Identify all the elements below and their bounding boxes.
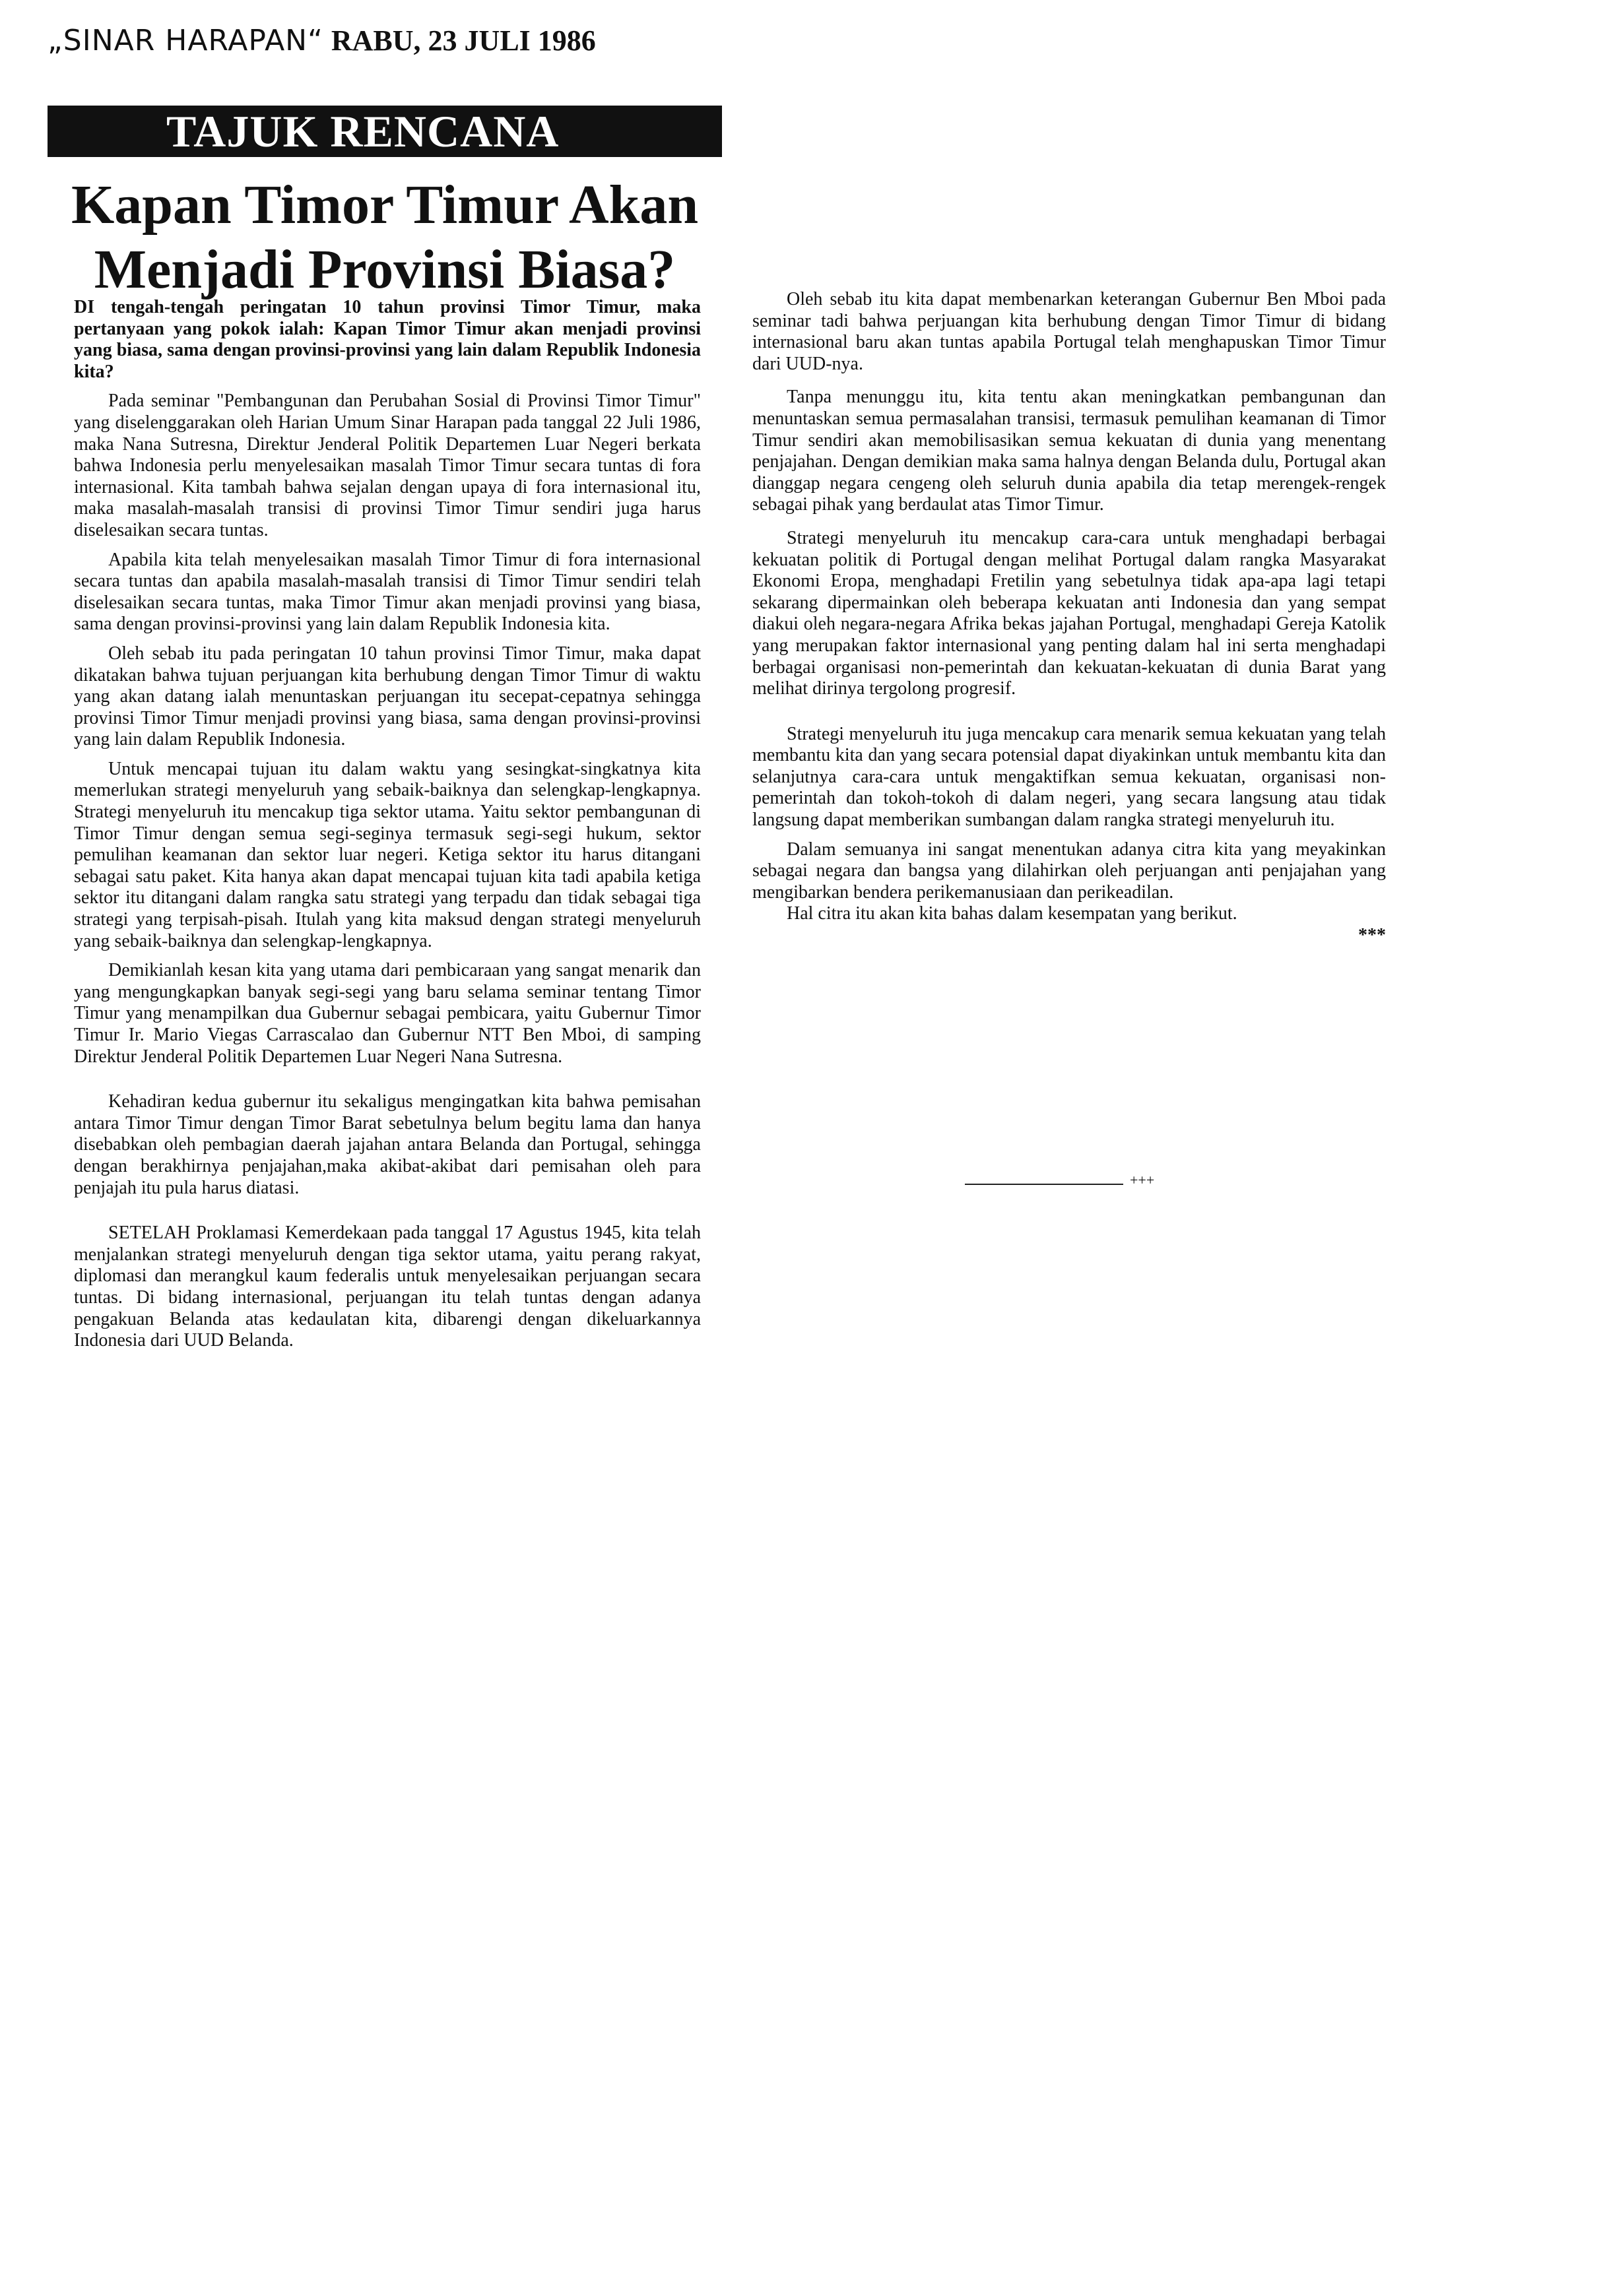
- paragraph: DI tengah-tengah peringatan 10 tahun provinsi Timor Timur, maka pertanyaan yang pokok ialah: Kapan Timor Timur akan menjadi provinsi yang biasa, sama dengan provinsi-provinsi yang lain dalam Republik Indonesia kita?: [74, 297, 701, 382]
- paragraph: Oleh sebab itu pada peringatan 10 tahun provinsi Timor Timur, maka dapat dikatakan bahwa tujuan perjuangan kita berhubung dengan Timor Timur di waktu yang akan datang ialah menuntaskan perjuangan itu secepat-cepatnya sehingga provinsi Timor Timur menjadi provinsi yang biasa, sama dengan provinsi-provinsi yang lain dalam Republik Indonesia.: [74, 643, 701, 750]
- masthead: [48, 24, 596, 57]
- paragraph: Strategi menyeluruh itu mencakup cara-cara untuk menghadapi berbagai kekuatan politik di Portugal dengan melihat Portugal dalam rangka Masyarakat Ekonomi Eropa, menghadapi Fretilin yang sebetulnya tidak apa-apa lagi tetapi sekarang dipermainkan oleh beberapa kekuatan anti Indonesia dan yang sempat diakui oleh negara-negara Afrika bekas jajahan Portugal, menghadapi Gereja Katolik yang merupakan faktor internasional yang penting dalam hal ini serta menghadapi berbagai organisasi non-pemerintah dan kekuatan-kekuatan di dunia Barat yang melihat dirinya tergolong progresif.: [752, 527, 1386, 699]
- paragraph: Hal citra itu akan kita bahas dalam kesempatan yang berikut.: [787, 903, 1237, 924]
- paragraph: Strategi menyeluruh itu juga mencakup cara menarik semua kekuatan yang telah membantu kita dan yang secara potensial dapat diyakinkan untuk membantu kita dan selanjutnya cara-cara untuk mengaktifkan semua kekuatan, organisasi non-pemerintah dan tokoh-tokoh di dalam negeri, yang secara langsung atau tidak langsung dapat memberikan sumbangan dalam rangka strategi menyeluruh itu.: [752, 723, 1386, 831]
- separator-mark: +++: [1130, 1172, 1155, 1188]
- end-mark: ***: [1358, 925, 1386, 946]
- section-banner: TAJUK RENCANA: [48, 106, 722, 157]
- newspaper-name: „SINAR HARAPAN“: [48, 24, 323, 57]
- paragraph: Demikianlah kesan kita yang utama dari pembicaraan yang sangat menarik dan yang mengungkapkan banyak segi-segi yang baru selama seminar tentang Timor Timur yang menampilkan dua Gubernur sebagai pembicara, yaitu Gubernur Timor Timur Ir. Mario Viegas Carrascalao dan Gubernur NTT Ben Mboi, di samping Direktur Jenderal Politik Departemen Luar Negeri Nana Sutresna.: [74, 960, 701, 1067]
- paragraph: Tanpa menunggu itu, kita tentu akan meningkatkan pembangunan dan menuntaskan semua permasalahan transisi, termasuk pemulihan keamanan di Timor Timur sendiri akan memobilisasikan semua kekuatan di dunia yang menentang penjajahan. Dengan demikian maka sama halnya dengan Belanda dulu, Portugal akan dianggap negara cengeng oleh seluruh dunia apabila dia tetap merengek-rengek sebagai pihak yang berdaulat atas Timor Timur.: [752, 387, 1386, 515]
- issue-date: RABU, 23 JULI 1986: [331, 24, 596, 57]
- paragraph: SETELAH Proklamasi Kemerdekaan pada tanggal 17 Agustus 1945, kita telah menjalankan strategi menyeluruh dengan tiga sektor utama, yaitu perang rakyat, diplomasi dan merangkul kaum federalis untuk menyelesaikan perjuangan secara tuntas. Di bidang internasional, perjuangan itu telah tuntas dengan adanya pengakuan Belanda atas kedaulatan kita, dibarengi dengan dikeluarkannya Indonesia dari UUD Belanda.: [74, 1223, 701, 1351]
- separator-rule: [965, 1184, 1123, 1185]
- paragraph: Pada seminar "Pembangunan dan Perubahan Sosial di Provinsi Timor Timur" yang diselenggarakan oleh Harian Umum Sinar Harapan pada tanggal 22 Juli 1986, maka Nana Sutresna, Direktur Jenderal Politik Departemen Luar Negeri berkata bahwa Indonesia perlu menyelesaikan masalah Timor Timur secara tuntas di fora internasional. Kita tambah bahwa sejalan dengan upaya di fora internasional itu, maka masalah-masalah transisi di provinsi Timor Timur sendiri juga harus diselesaikan secara tuntas.: [74, 391, 701, 540]
- headline-line-1: Kapan Timor Timur Akan: [71, 174, 699, 236]
- headline-line-2: Menjadi Provinsi Biasa?: [94, 239, 676, 300]
- column-right: [752, 289, 1386, 947]
- paragraph: Dalam semuanya ini sangat menentukan adanya citra kita yang meyakinkan sebagai negara dan bangsa yang dilahirkan oleh perjuangan anti penjajahan yang mengibarkan bendera perikemanusiaan dan perikeadilan.: [752, 839, 1386, 903]
- column-left: [74, 297, 701, 1352]
- paragraph: Untuk mencapai tujuan itu dalam waktu yang sesingkat-singkatnya kita memerlukan strategi menyeluruh yang sebaik-baiknya dan selengkap-lengkapnya. Strategi menyeluruh itu mencakup tiga sektor utama. Yaitu sektor pembangunan di Timor Timur dengan semua segi-seginya termasuk segi-segi hukum, sektor pemulihan keamanan dan sektor luar negeri. Ketiga sektor itu harus ditangani sebagai satu paket. Kita hanya akan dapat mencapai tujuan kita tadi apabila ketiga sektor itu ditangani dalam rangka satu strategi yang terpadu dan tidak sebagai tiga strategi yang terpisah-pisah. Itulah yang kita maksud dengan strategi menyeluruh yang sebaik-baiknya dan selengkap-lengkapnya.: [74, 758, 701, 951]
- paragraph: Oleh sebab itu kita dapat membenarkan keterangan Gubernur Ben Mboi pada seminar tadi bahwa perjuangan kita berhubung dengan Timor Timur di bidang internasional baru akan tuntas apabila Portugal telah menghapuskan Timor Timur dari UUD-nya.: [752, 289, 1386, 374]
- paragraph: Kehadiran kedua gubernur itu sekaligus mengingatkan kita bahwa pemisahan antara Timor Timur dengan Timor Barat sebetulnya belum begitu lama dan hanya disebabkan oleh pembagian daerah jajahan antara Belanda dan Portugal, sehingga dengan berakhirnya penjajahan,maka akibat-akibat dari pemisahan oleh para penjajah itu pula harus diatasi.: [74, 1091, 701, 1198]
- headline: [48, 173, 722, 302]
- paragraph: Apabila kita telah menyelesaikan masalah Timor Timur di fora internasional secara tuntas dan apabila masalah-masalah transisi di Timor Timur sendiri telah diselesaikan secara tuntas, maka Timor Timur akan menjadi provinsi yang biasa, sama dengan provinsi-provinsi yang lain dalam Republik Indonesia kita.: [74, 549, 701, 635]
